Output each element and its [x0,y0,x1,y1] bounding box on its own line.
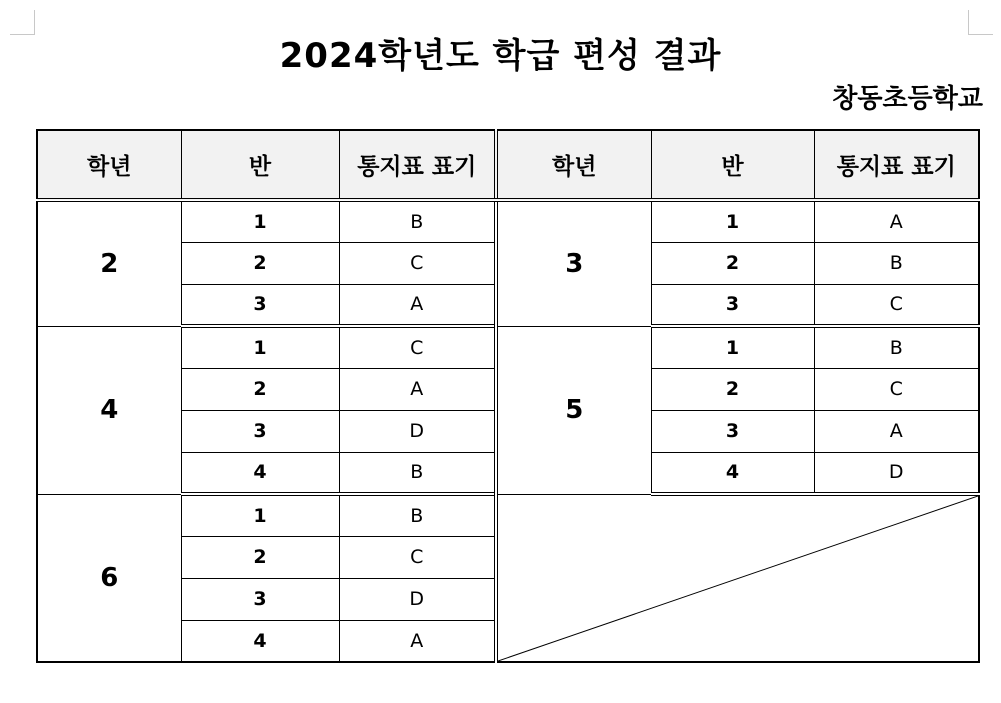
class-number-cell[interactable]: 1 [181,326,339,368]
report-label-cell[interactable]: A [814,200,979,242]
class-number-cell[interactable]: 3 [651,410,814,452]
table-row [37,494,979,536]
header-label-right[interactable]: 통지표 표기 [814,130,979,200]
class-number-cell[interactable]: 3 [181,410,339,452]
class-number-cell[interactable]: 2 [181,242,339,284]
class-number-cell[interactable]: 1 [651,326,814,368]
class-number-cell[interactable]: 2 [181,536,339,578]
class-number-cell[interactable]: 1 [651,200,814,242]
grade-cell[interactable]: 4 [37,326,181,494]
class-number-cell[interactable]: 3 [181,284,339,326]
grade-cell[interactable]: 6 [37,494,181,662]
report-label-cell[interactable]: C [339,326,496,368]
report-label-cell[interactable]: A [339,368,496,410]
class-number-cell[interactable]: 3 [181,578,339,620]
report-label-cell[interactable]: C [339,536,496,578]
report-label-cell[interactable]: C [339,242,496,284]
class-number-cell[interactable]: 2 [651,242,814,284]
report-label-cell[interactable]: A [814,410,979,452]
table-row [37,200,979,242]
class-number-cell[interactable]: 3 [651,284,814,326]
header-class-right[interactable]: 반 [651,130,814,200]
empty-diagonal-cell[interactable] [496,494,979,662]
class-number-cell[interactable]: 1 [181,200,339,242]
report-label-cell[interactable]: B [339,452,496,494]
header-class-left[interactable]: 반 [181,130,339,200]
report-label-cell[interactable]: A [339,620,496,662]
report-label-cell[interactable]: B [814,242,979,284]
class-number-cell[interactable]: 4 [181,620,339,662]
report-label-cell[interactable]: D [339,410,496,452]
report-label-cell[interactable]: D [339,578,496,620]
header-grade-left[interactable]: 학년 [37,130,181,200]
class-number-cell[interactable]: 2 [651,368,814,410]
report-label-cell[interactable]: C [814,284,979,326]
class-number-cell[interactable]: 2 [181,368,339,410]
class-number-cell[interactable]: 1 [181,494,339,536]
school-name[interactable]: 창동초등학교 [832,84,983,114]
grade-cell[interactable]: 2 [37,200,181,326]
report-label-cell[interactable]: B [339,494,496,536]
class-number-cell[interactable]: 4 [181,452,339,494]
table-header-row [37,130,979,200]
header-grade-right[interactable]: 학년 [496,130,651,200]
grade-cell[interactable]: 3 [496,200,651,326]
header-label-left[interactable]: 통지표 표기 [339,130,496,200]
report-label-cell[interactable]: C [814,368,979,410]
class-assignment-table [36,129,980,663]
report-label-cell[interactable]: A [339,284,496,326]
diagonal-line [498,496,978,661]
report-label-cell[interactable]: B [339,200,496,242]
report-label-cell[interactable]: D [814,452,979,494]
class-number-cell[interactable]: 4 [651,452,814,494]
document-title[interactable]: 2024학년도 학급 편성 결과 [279,36,722,76]
table-row [37,326,979,368]
grade-cell[interactable]: 5 [496,326,651,494]
report-label-cell[interactable]: B [814,326,979,368]
